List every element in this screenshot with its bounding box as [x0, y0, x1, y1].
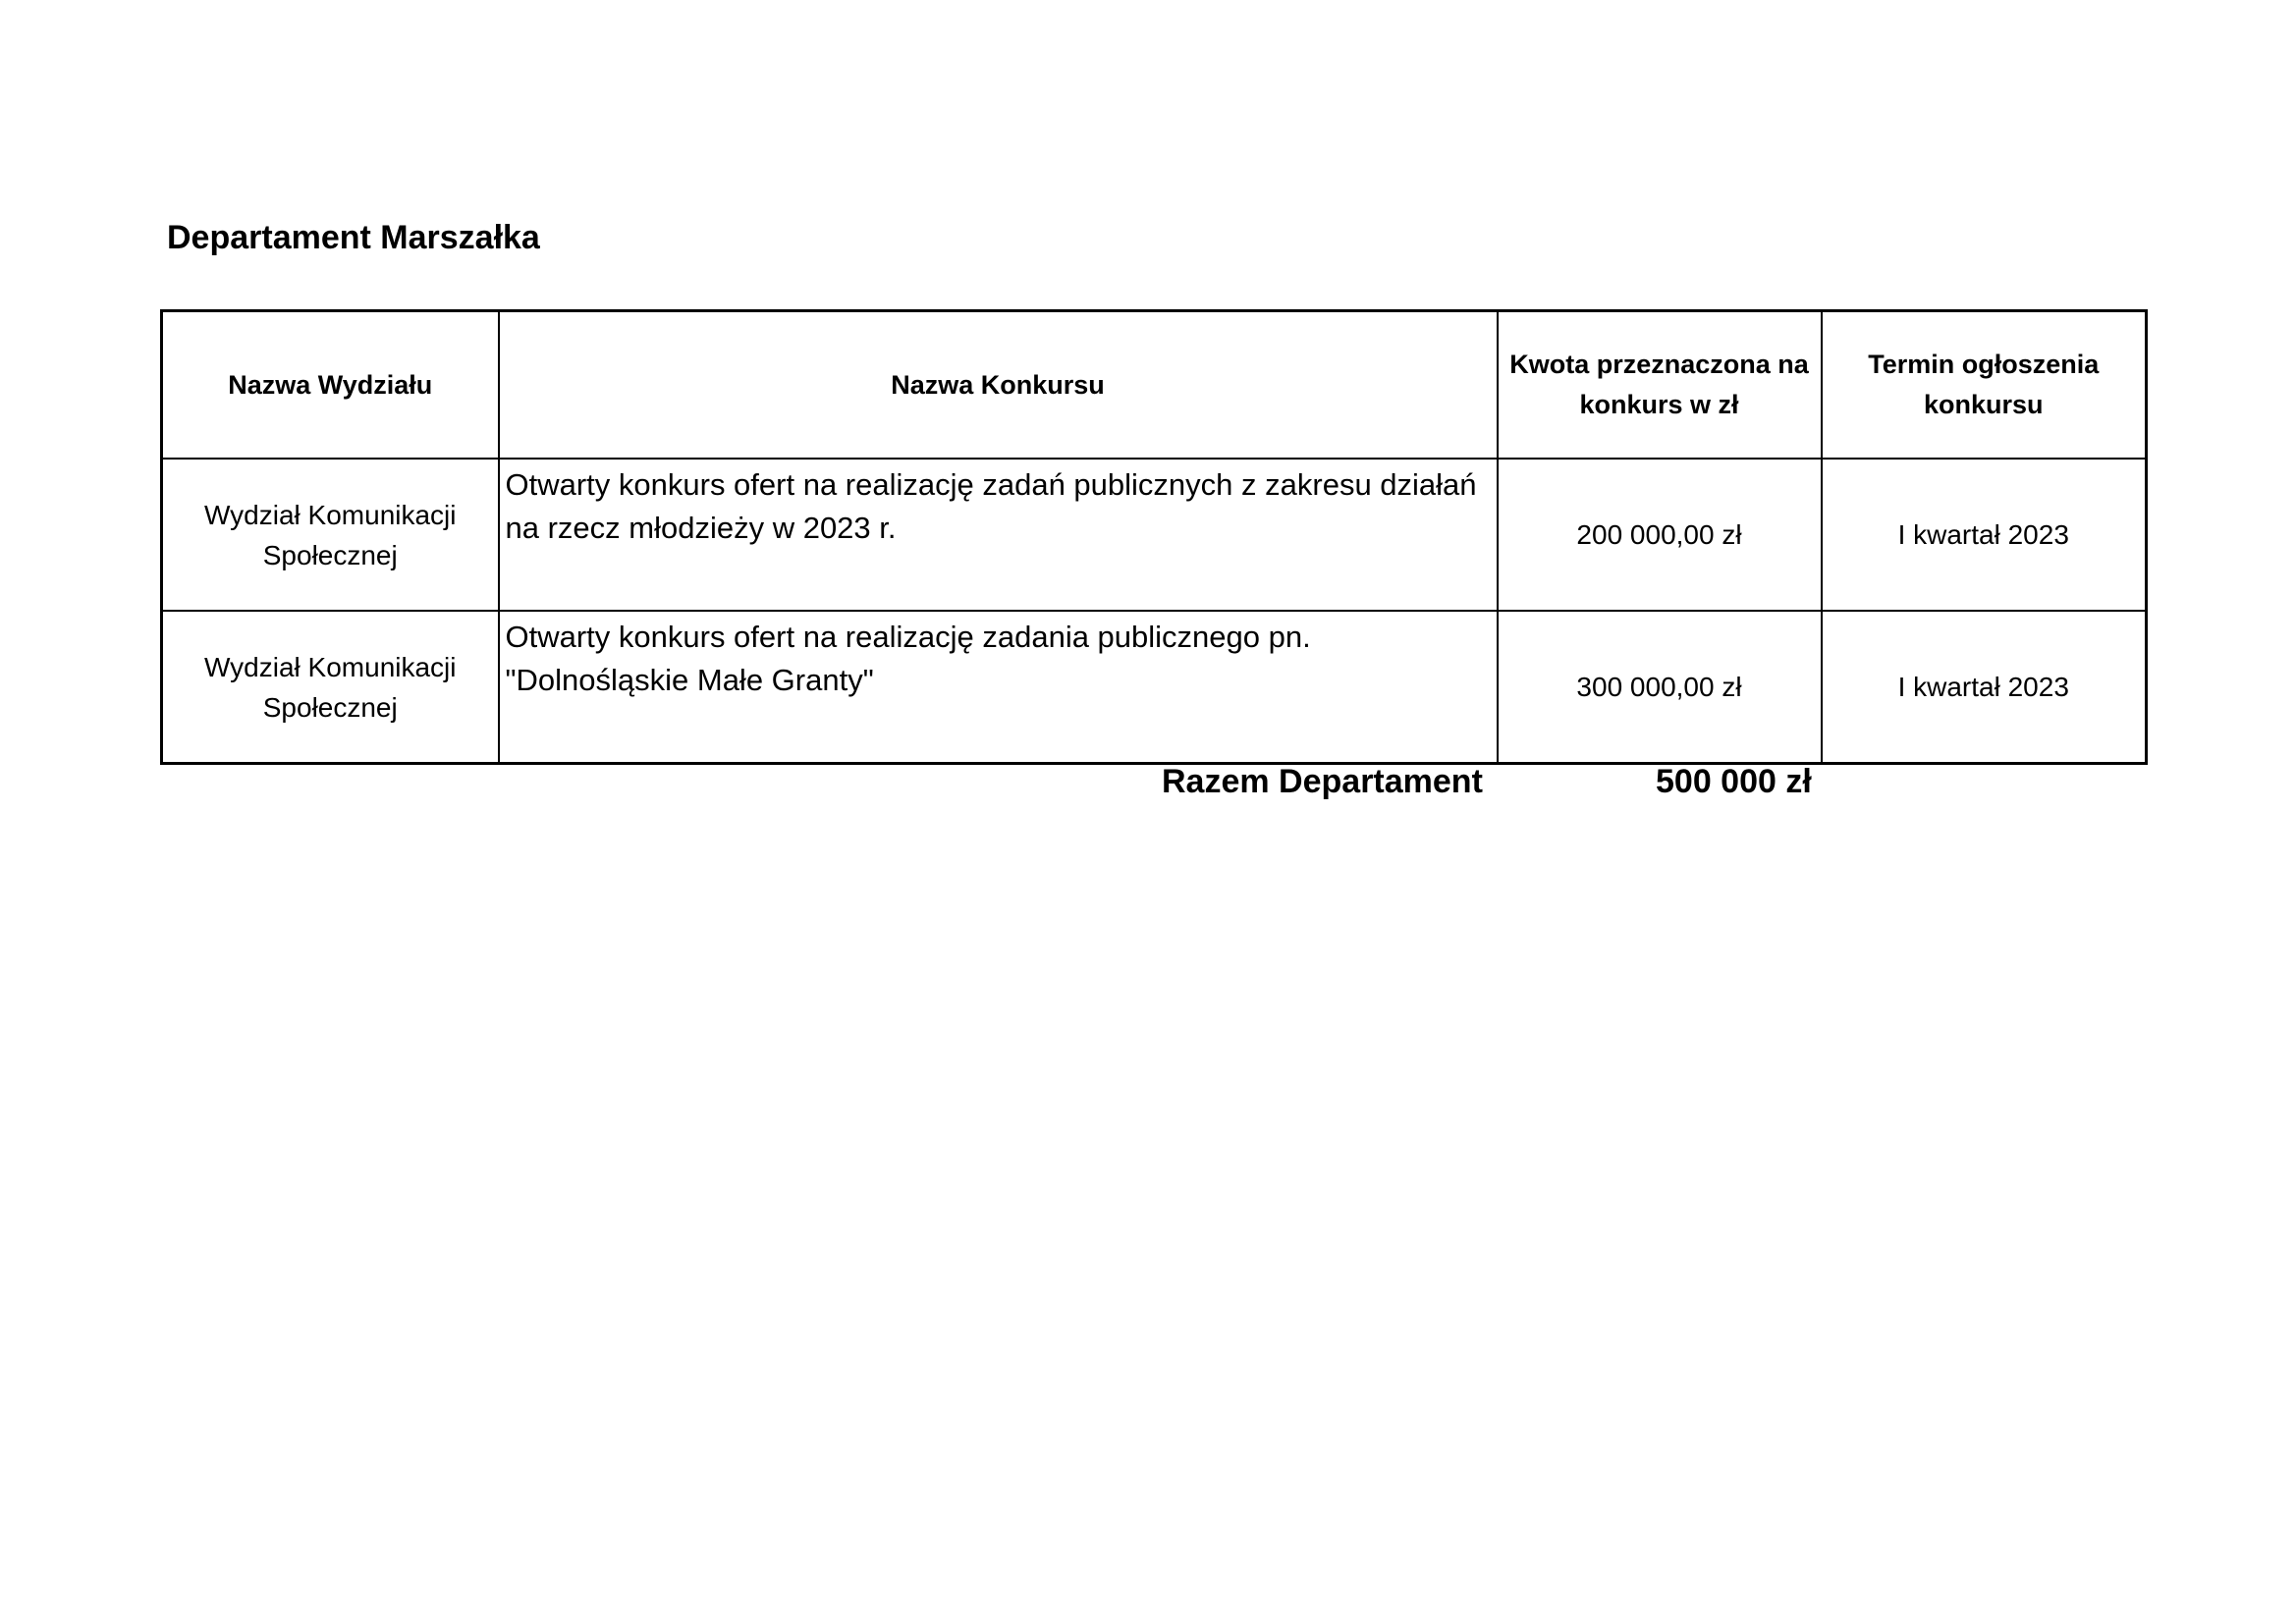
cell-department-name: Wydział Komunikacji Społecznej	[162, 459, 499, 611]
table-row	[162, 611, 2147, 764]
department-total-label: Razem Departament	[1162, 763, 1483, 800]
cell-announcement-date: I kwartał 2023	[1822, 611, 2147, 764]
cell-competition-name: Otwarty konkurs ofert na realizację zadań publicznych z zakresu działań na rzecz młodzieży w 2023 r.	[499, 459, 1498, 611]
department-total-value: 500 000 zł	[1656, 763, 1812, 800]
competitions-table	[160, 309, 2148, 765]
header-announcement-date: Termin ogłoszenia konkursu	[1822, 311, 2147, 460]
cell-department-name: Wydział Komunikacji Społecznej	[162, 611, 499, 764]
table-row	[162, 459, 2147, 611]
cell-amount: 200 000,00 zł	[1498, 459, 1822, 611]
cell-competition-name: Otwarty konkurs ofert na realizację zadania publicznego pn. "Dolnośląskie Małe Granty"	[499, 611, 1498, 764]
header-department-name: Nazwa Wydziału	[162, 311, 499, 460]
header-amount: Kwota przeznaczona na konkurs w zł	[1498, 311, 1822, 460]
cell-announcement-date: I kwartał 2023	[1822, 459, 2147, 611]
header-competition-name: Nazwa Konkursu	[499, 311, 1498, 460]
cell-amount: 300 000,00 zł	[1498, 611, 1822, 764]
table-header-row	[162, 311, 2147, 460]
department-title: Departament Marszałka	[167, 219, 540, 256]
